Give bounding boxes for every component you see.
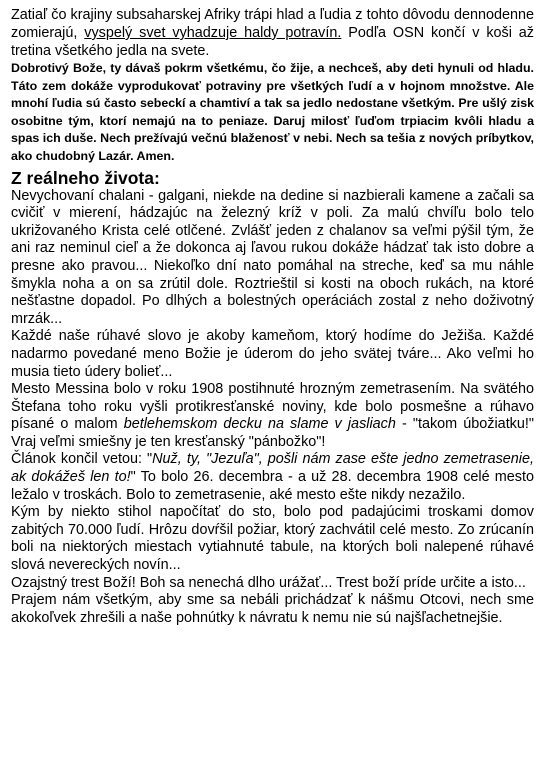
document-page xyxy=(11,6,534,627)
p4-text-b: " To bolo 26. decembra - a už 28. decembra 1908 celé mesto ležalo v troskách. Bolo to zemetrasenie, aké mesto ešte nikdy nezažilo. xyxy=(11,469,534,503)
story-paragraph-4 xyxy=(11,451,534,504)
intro-paragraph xyxy=(11,6,534,60)
p3-text-b: - "takom úbožiatku!" Vraj veľmi smiešny je ten kresťanský "pánbožko"! xyxy=(11,416,534,450)
intro-text-b: Podľa OSN končí v koši až tretina všetkého jedla na svete. xyxy=(11,25,534,59)
p4-italic-text: Nuž, ty, "Jezuľa", pošli nám zase ešte jedno zemetrasenie, ak dokážeš len to! xyxy=(11,451,534,486)
p4-text-a: Článok končil vetou: " xyxy=(11,451,153,468)
story-paragraph-1: Nevychovaní chalani - galgani, niekde na dedine si nazbierali kamene a začali sa cvičiť v mierení, hádzajúc na železný kríž v poli. Za malú chvíľu bolo telo ukrižovaného Krista celé otlčené. Zvlášť jeden z chalanov sa veľmi pýšil tým, že ani raz neminul cieľ a že dokonca aj ľavou rukou dokáže hádzať tak isto dobre a presne ako pravou... Niekoľko dní nato pomáhal na streche, keď sa mu náhle šmykla noha a on sa zrútil dole. Roztrieštil si kosti na oboch rukách, na ktoré nešťastne dopadol. Po dlhých a bolestných operáciách zostal z neho doživotný mrzák... xyxy=(11,187,534,327)
story-body xyxy=(11,188,534,628)
story-paragraph-5: Kým by niekto stihol napočítať do sto, bolo pod padajúcimi troskami domov zabitých 70.000 ľudí. Hrôzu dovŕšil požiar, ktorý zachvátil celé mesto. Zo zrúcanín boli na niektorých miestach vytiahnuté tabule, na ktorých boli nalepené rúhavé slová nevereckých novín... xyxy=(11,504,534,574)
section-heading: Z reálneho života: xyxy=(11,167,160,188)
prayer-paragraph: Dobrotivý Bože, ty dávaš pokrm všetkému, čo žije, a nechceš, aby deti hynuli od hladu. Táto zem dokáže vyprodukovať potraviny pre všetkých ľudí a v hojnom množstve. Ale mnohí ľudia sú často sebeckí a chamtiví a tak sa jedlo nedostane všetkým. Pre ušlý zisk osobitne tým, ktorí nemajú na to peniaze. Daruj milosť ľuďom trpiacim kvôli hladu a spas ich duše. Nech prežívajú večnú blaženosť v nebi. Nech sa tešia z nových príbytkov, ako chudobný Lazár. Amen. xyxy=(11,61,534,163)
p3-italic-text: betlehemskom decku na slame v jasliach xyxy=(123,416,396,433)
story-paragraph-7: Prajem nám všetkým, aby sme sa nebáli prichádzať k nášmu Otcovi, nech sme akokoľvek zhrešili a naše pohnútky k návratu k nemu nie sú najšľachetnejšie. xyxy=(11,592,534,626)
story-paragraph-2: Každé naše rúhavé slovo je akoby kameňom, ktorý hodíme do Ježiša. Každé nadarmo povedané meno Božie je úderom do jeho svätej tváre... Ako veľmi ho musia tieto údery bolieť... xyxy=(11,328,534,380)
story-paragraph-3 xyxy=(11,381,534,451)
intro-text-a: Zatiaľ čo krajiny subsaharskej Afriky trápi hlad a ľudia z tohto dôvodu dennodenne zomierajú, xyxy=(11,7,534,41)
p3-text-a: Mesto Messina bolo v roku 1908 postihnuté hrozným zemetrasením. Na svätého Štefana toho roku vyšli protikresťanské noviny, kde bolo posmešne a rúhavo písané o malom xyxy=(11,381,534,433)
intro-underlined-text: vyspelý svet vyhadzuje haldy potravín. xyxy=(84,25,342,41)
story-paragraph-6: Ozajstný trest Boží! Boh sa nenechá dlho urážať... Trest boží príde určite a isto... xyxy=(11,574,526,591)
